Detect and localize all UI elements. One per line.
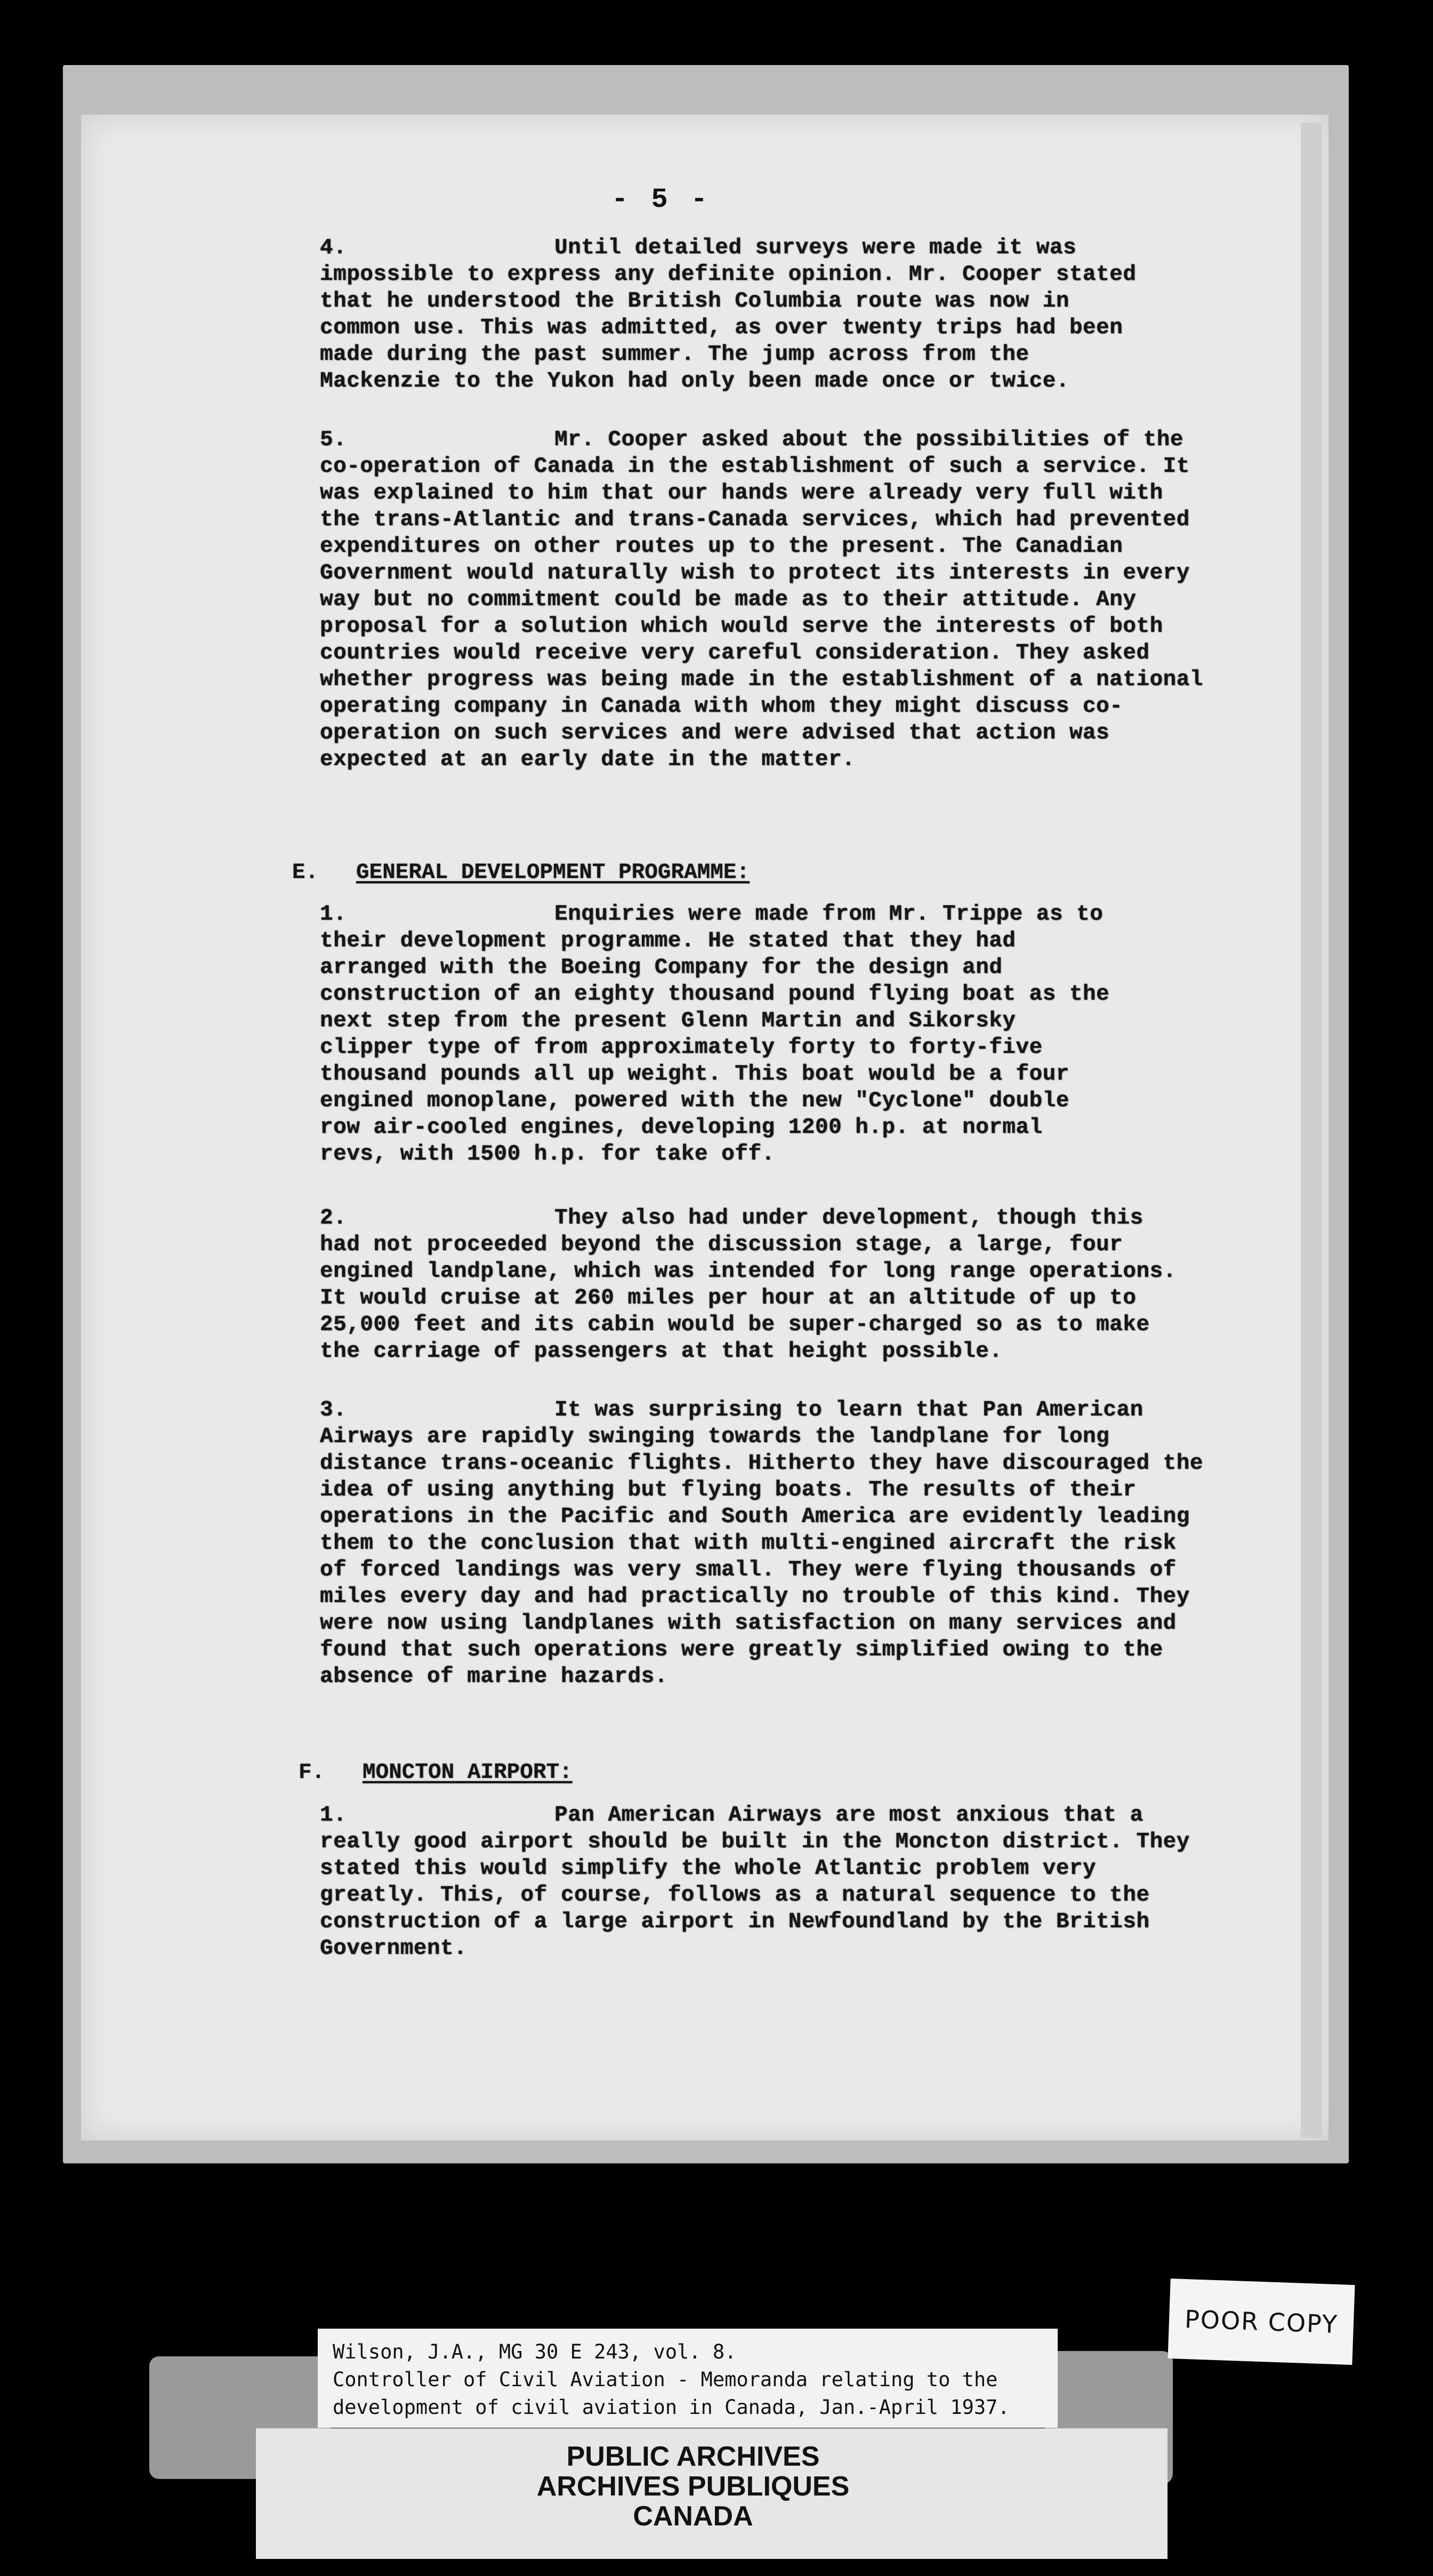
paragraph-number: 4. — [320, 236, 347, 260]
paragraph-text: It was surprising to learn that Pan American Airways are rapidly swinging towards the landplane for long distance trans-oceanic flights. Hitherto they have discouraged the idea of using anything but flying boats. The results of their operations in the Pacific and South America are evidently leading them to the conclusion that with multi-engined aircraft the risk of forced landings was very small. They were flying thousands of miles every day and had practically no trouble of this kind. They were now using landplanes with satisfaction on many services and found that such operations were greatly simplified owing to the absence of marine hazards. — [320, 1398, 1217, 1689]
archives-line: CANADA — [633, 2501, 753, 2532]
paragraph-text: Pan American Airways are most anxious that a really good airport should be built in the Moncton district. They stated this would simplify the whole Atlantic problem very greatly. This, of course, follows as a natural sequence to the construction of a large airport in Newfoundland by the British Government. — [320, 1803, 1203, 1961]
paragraph-number: 1. — [320, 902, 347, 927]
archives-title — [469, 2442, 917, 2531]
paper-edge — [1301, 123, 1322, 2138]
paragraph-number: 2. — [320, 1206, 347, 1230]
paragraph-text: Mr. Cooper asked about the possibilities of the co-operation of Canada in the establishment of such a service. It was explained to him that our hands were already very full with the trans-Atlantic and trans-Canada services, which had prevented expenditures on other routes up to the present. The Canadian Government would naturally wish to protect its interests in every way but no commitment could be made as to their attitude. Any proposal for a solution which would serve the interests of both countries would receive very careful consideration. They asked whether progress was being made in the establishment of a national operating company in Canada with whom they might discuss co-operation on such services and were advised that action was expected at an early date in the matter. — [320, 428, 1217, 772]
paragraph-number: 1. — [320, 1803, 347, 1828]
paragraph-text: They also had under development, though this had not proceeded beyond the discussion stage, a large, four engined landplane, which was intended for long range operations. It would cruise at 260 miles per hour at an altitude of up to 25,000 feet and its cabin would be super-charged so as to make the carriage of passengers at that height possible. — [320, 1206, 1190, 1364]
paragraph-number: 3. — [320, 1398, 347, 1422]
paragraph-text: Until detailed surveys were made it was impossible to express any definite opinion. Mr. Cooper stated that he understood the British Columbia route was now in common use. This was admitted, as over twenty trips had been made during the past summer. The jump across from the Mackenzie to the Yukon had only been made once or twice. — [320, 236, 1150, 393]
section-heading-f — [299, 1759, 573, 1786]
paragraph-e3 — [320, 1397, 1217, 1690]
section-title: GENERAL DEVELOPMENT PROGRAMME: — [356, 860, 750, 885]
poor-copy-note: POOR COPY — [1168, 2279, 1355, 2365]
archives-line: PUBLIC ARCHIVES — [566, 2441, 820, 2472]
citation-line: Wilson, J.A., MG 30 E 243, vol. 8. — [333, 2340, 737, 2363]
citation-line: Controller of Civil Aviation - Memoranda relating to the — [333, 2368, 998, 2391]
paragraph-number: 5. — [320, 428, 347, 452]
archives-line: ARCHIVES PUBLIQUES — [536, 2471, 850, 2502]
paragraph-5 — [320, 426, 1217, 773]
paragraph-f1 — [320, 1802, 1205, 1962]
paragraph-e2 — [320, 1205, 1194, 1365]
section-title: MONCTON AIRPORT: — [363, 1760, 573, 1785]
section-letter: E. — [292, 860, 319, 885]
page-number: - 5 - — [611, 184, 711, 215]
section-heading-e — [292, 859, 750, 886]
paragraph-text: Enquiries were made from Mr. Trippe as to their development programme. He stated that they had arranged with the Boeing Company for the design and construction of an eighty thousand pound flying boat as the next step from the present Glenn Martin and Sikorsky clipper type of from approximately forty to forty-five thousand pounds all up weight. This boat would be a four engined monoplane, powered with the new "Cyclone" double row air-cooled engines, developing 1200 h.p. at normal revs, with 1500 h.p. for take off. — [320, 902, 1123, 1166]
citation-label — [318, 2329, 1058, 2428]
citation-line: development of civil aviation in Canada, Jan.-April 1937. — [333, 2396, 1010, 2419]
section-letter: F. — [299, 1760, 325, 1785]
paragraph-e1 — [320, 901, 1123, 1168]
paragraph-4 — [320, 235, 1152, 395]
